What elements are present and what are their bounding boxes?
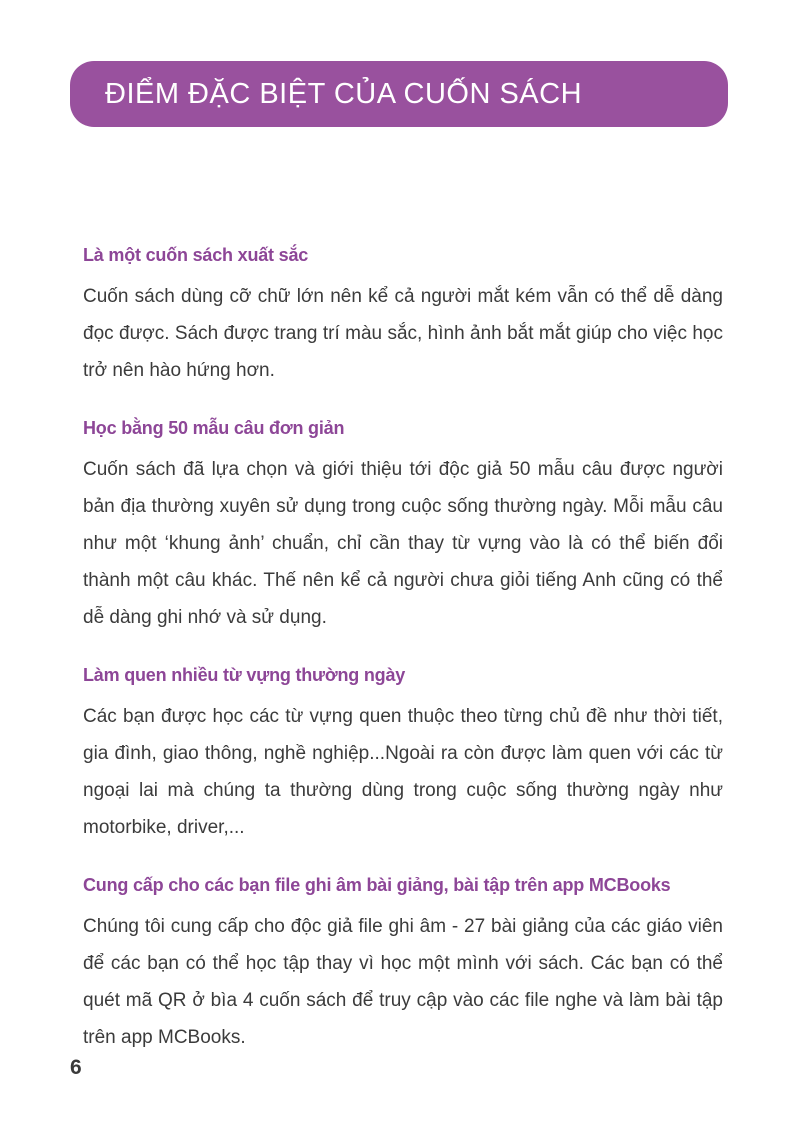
feature-section-audio-files bbox=[83, 875, 723, 1056]
feature-heading: Cung cấp cho các bạn file ghi âm bài giảng, bài tập trên app MCBooks bbox=[83, 875, 671, 895]
chapter-banner-title: ĐIỂM ĐẶC BIỆT CỦA CUỐN SÁCH bbox=[105, 77, 583, 110]
feature-heading: Là một cuốn sách xuất sắc bbox=[83, 245, 309, 265]
feature-body: Chúng tôi cung cấp cho độc giả file ghi âm - 27 bài giảng của các giáo viên để các bạn có thể học tập thay vì học một mình với sách. Các bạn có thể quét mã QR ở bìa 4 cuốn sách để truy cập vào các file nghe và làm bài tập trên app MCBooks. bbox=[83, 916, 723, 1048]
feature-heading: Học bằng 50 mẫu câu đơn giản bbox=[83, 418, 345, 438]
page-number: 6 bbox=[70, 1056, 82, 1079]
feature-body: Các bạn được học các từ vựng quen thuộc theo từng chủ đề như thời tiết, gia đình, giao thông, nghề nghiệp...Ngoài ra còn được làm quen với các từ ngoại lai mà chúng ta thường dùng trong cuộc sống thường ngày như motorbike, driver,... bbox=[83, 706, 723, 838]
feature-section-daily-vocabulary bbox=[83, 665, 723, 846]
page-content bbox=[83, 245, 723, 1056]
feature-section-50-patterns bbox=[83, 418, 723, 636]
feature-body: Cuốn sách đã lựa chọn và giới thiệu tới độc giả 50 mẫu câu được người bản địa thường xuyên sử dụng trong cuộc sống thường ngày. Mỗi mẫu câu như một ‘khung ảnh’ chuẩn, chỉ cần thay từ vựng vào là có thể biến đổi thành một câu khác. Thế nên kể cả người chưa giỏi tiếng Anh cũng có thể dễ dàng ghi nhớ và sử dụng. bbox=[83, 459, 723, 628]
feature-heading: Làm quen nhiều từ vựng thường ngày bbox=[83, 665, 406, 685]
feature-body: Cuốn sách dùng cỡ chữ lớn nên kể cả người mắt kém vẫn có thể dễ dàng đọc được. Sách được trang trí màu sắc, hình ảnh bắt mắt giúp cho việc học trở nên hào hứng hơn. bbox=[83, 286, 723, 381]
chapter-banner bbox=[70, 61, 728, 127]
feature-section-excellent-book bbox=[83, 245, 723, 389]
